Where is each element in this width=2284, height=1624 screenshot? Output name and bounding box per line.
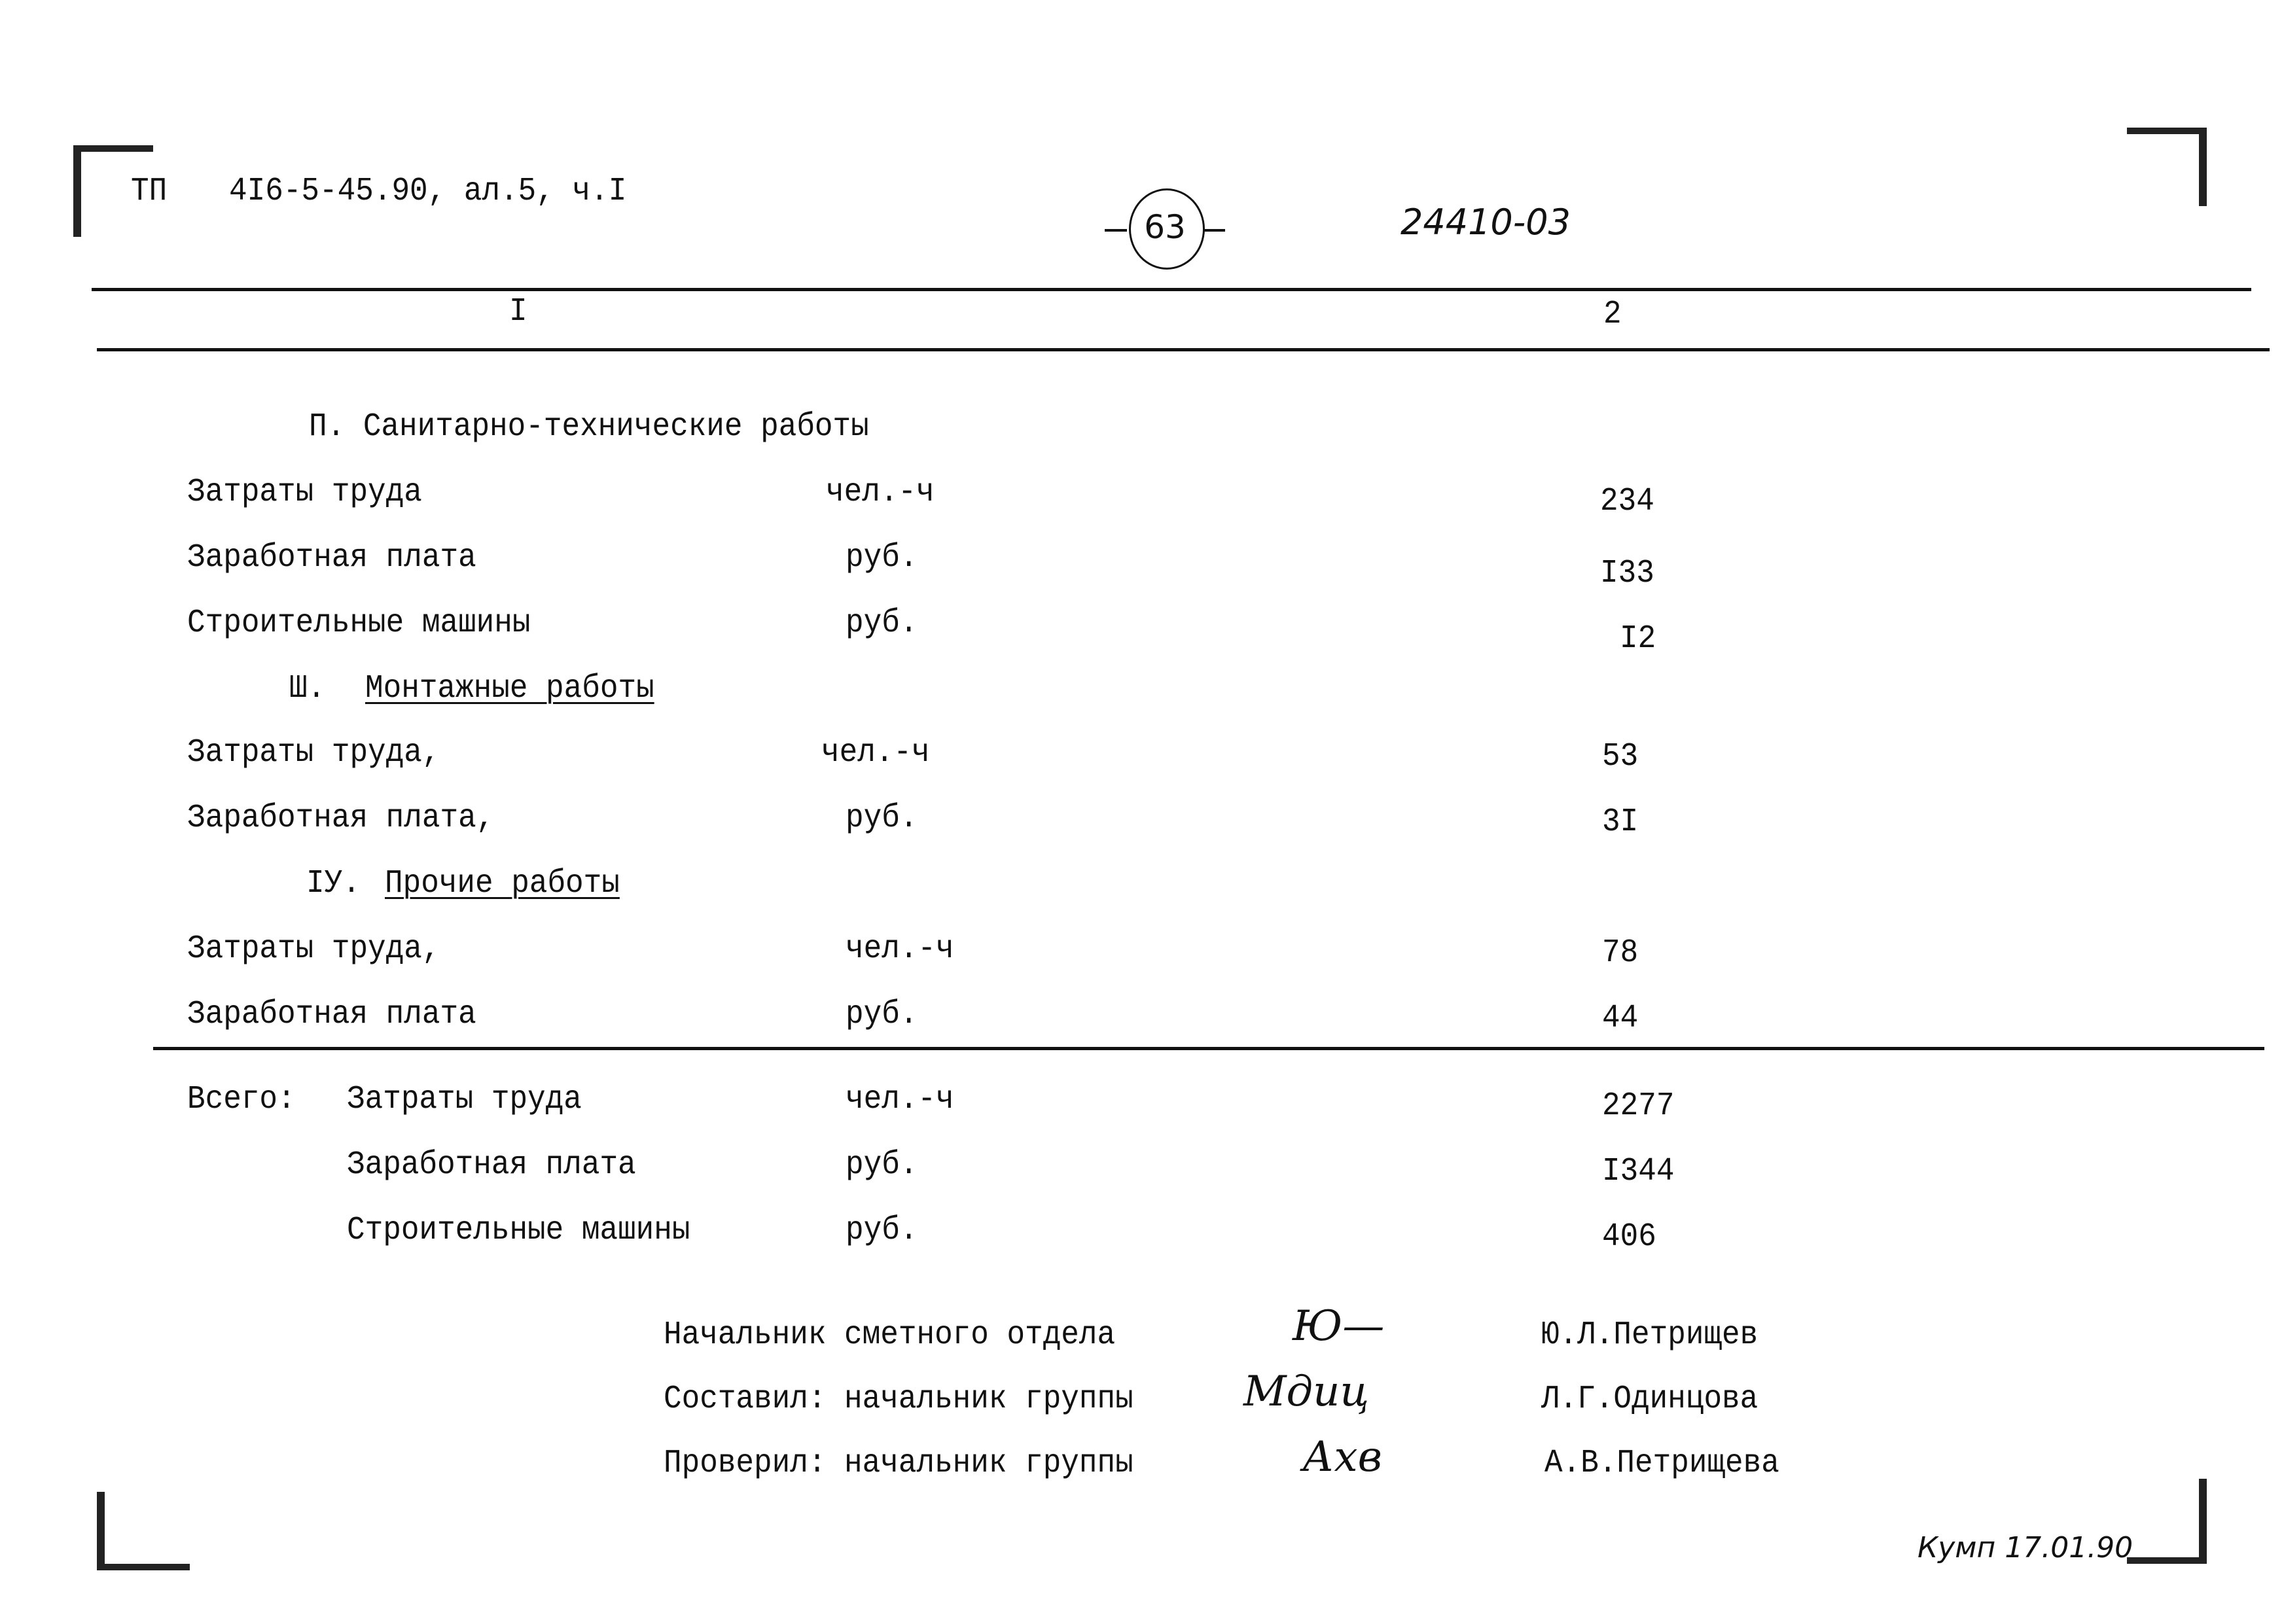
handwritten-code: 24410-03 — [1401, 202, 1571, 243]
doc-code-prefix: ТП — [131, 173, 168, 210]
total-row-label: Заработная плата — [347, 1146, 636, 1184]
table-header-rule — [97, 348, 2270, 351]
total-row-unit: руб. — [846, 1212, 918, 1249]
section-title-sanitary: П. Санитарно-технические работы — [309, 408, 869, 446]
row-unit: руб. — [846, 800, 918, 837]
column-header-2: 2 — [1603, 296, 1622, 333]
table-top-rule — [92, 288, 2251, 291]
row-label: Заработная плата — [187, 539, 476, 576]
row-unit: руб. — [846, 539, 918, 576]
total-separator-rule — [153, 1047, 2264, 1050]
page-number-dash-right — [1203, 229, 1225, 232]
row-unit: чел.-ч — [821, 734, 930, 771]
section-number-mounting: Ш. — [289, 670, 326, 707]
row-label: Заработная плата — [187, 996, 476, 1033]
total-row-label: Строительные машины — [347, 1212, 690, 1249]
row-unit: руб. — [846, 605, 918, 642]
row-label: Заработная плата, — [187, 800, 495, 837]
signature-role: Начальник сметного отдела — [664, 1316, 1116, 1354]
section-title-other: Прочие работы — [385, 865, 620, 902]
row-value: 53 — [1602, 738, 1639, 775]
signature-name: А.В.Петрищева — [1544, 1445, 1779, 1482]
total-row-value: 406 — [1602, 1218, 1656, 1256]
signature-name: Л.Г.Одинцова — [1541, 1381, 1758, 1418]
row-value: 44 — [1602, 1000, 1639, 1037]
row-value: I2 — [1620, 620, 1656, 658]
total-row-value: 2277 — [1602, 1087, 1675, 1125]
section-number-other: IУ. — [306, 865, 361, 902]
row-value: 3I — [1602, 803, 1639, 841]
signature-role: Проверил: начальник группы — [664, 1445, 1133, 1482]
footer-handwritten-note: Кумп 17.01.90 — [1918, 1531, 2133, 1564]
total-label: Всего: — [187, 1081, 296, 1118]
section-title-mounting: Монтажные работы — [365, 670, 654, 707]
row-unit: чел.-ч — [826, 474, 935, 511]
total-row-value: I344 — [1602, 1153, 1675, 1190]
corner-mark-top-right — [2127, 128, 2207, 206]
page-number: 63 — [1144, 208, 1186, 246]
signature-name: Ю.Л.Петрищев — [1541, 1316, 1758, 1354]
row-label: Затраты труда, — [187, 930, 440, 968]
doc-code: 4I6-5-45.90, ал.5, ч.I — [229, 173, 627, 210]
signature-role: Составил: начальник группы — [664, 1381, 1133, 1418]
row-unit: чел.-ч — [846, 930, 954, 968]
total-row-unit: руб. — [846, 1146, 918, 1184]
handwritten-signature-icon: Мдиц — [1243, 1368, 1369, 1416]
page-number-dash-left — [1105, 229, 1127, 232]
row-label: Строительные машины — [187, 605, 531, 642]
row-unit: руб. — [846, 996, 918, 1033]
corner-mark-bottom-right — [2127, 1479, 2207, 1564]
row-label: Затраты труда, — [187, 734, 440, 771]
column-header-1: I — [509, 293, 527, 330]
row-label: Затраты труда — [187, 474, 422, 511]
handwritten-signature-icon: Ахв — [1302, 1433, 1382, 1481]
row-value: I33 — [1600, 555, 1654, 592]
corner-mark-bottom-left — [97, 1492, 190, 1570]
total-row-label: Затраты труда — [347, 1081, 582, 1118]
row-value: 78 — [1602, 934, 1639, 972]
row-value: 234 — [1600, 483, 1654, 520]
handwritten-signature-icon: Ю— — [1293, 1302, 1385, 1350]
total-row-unit: чел.-ч — [846, 1081, 954, 1118]
